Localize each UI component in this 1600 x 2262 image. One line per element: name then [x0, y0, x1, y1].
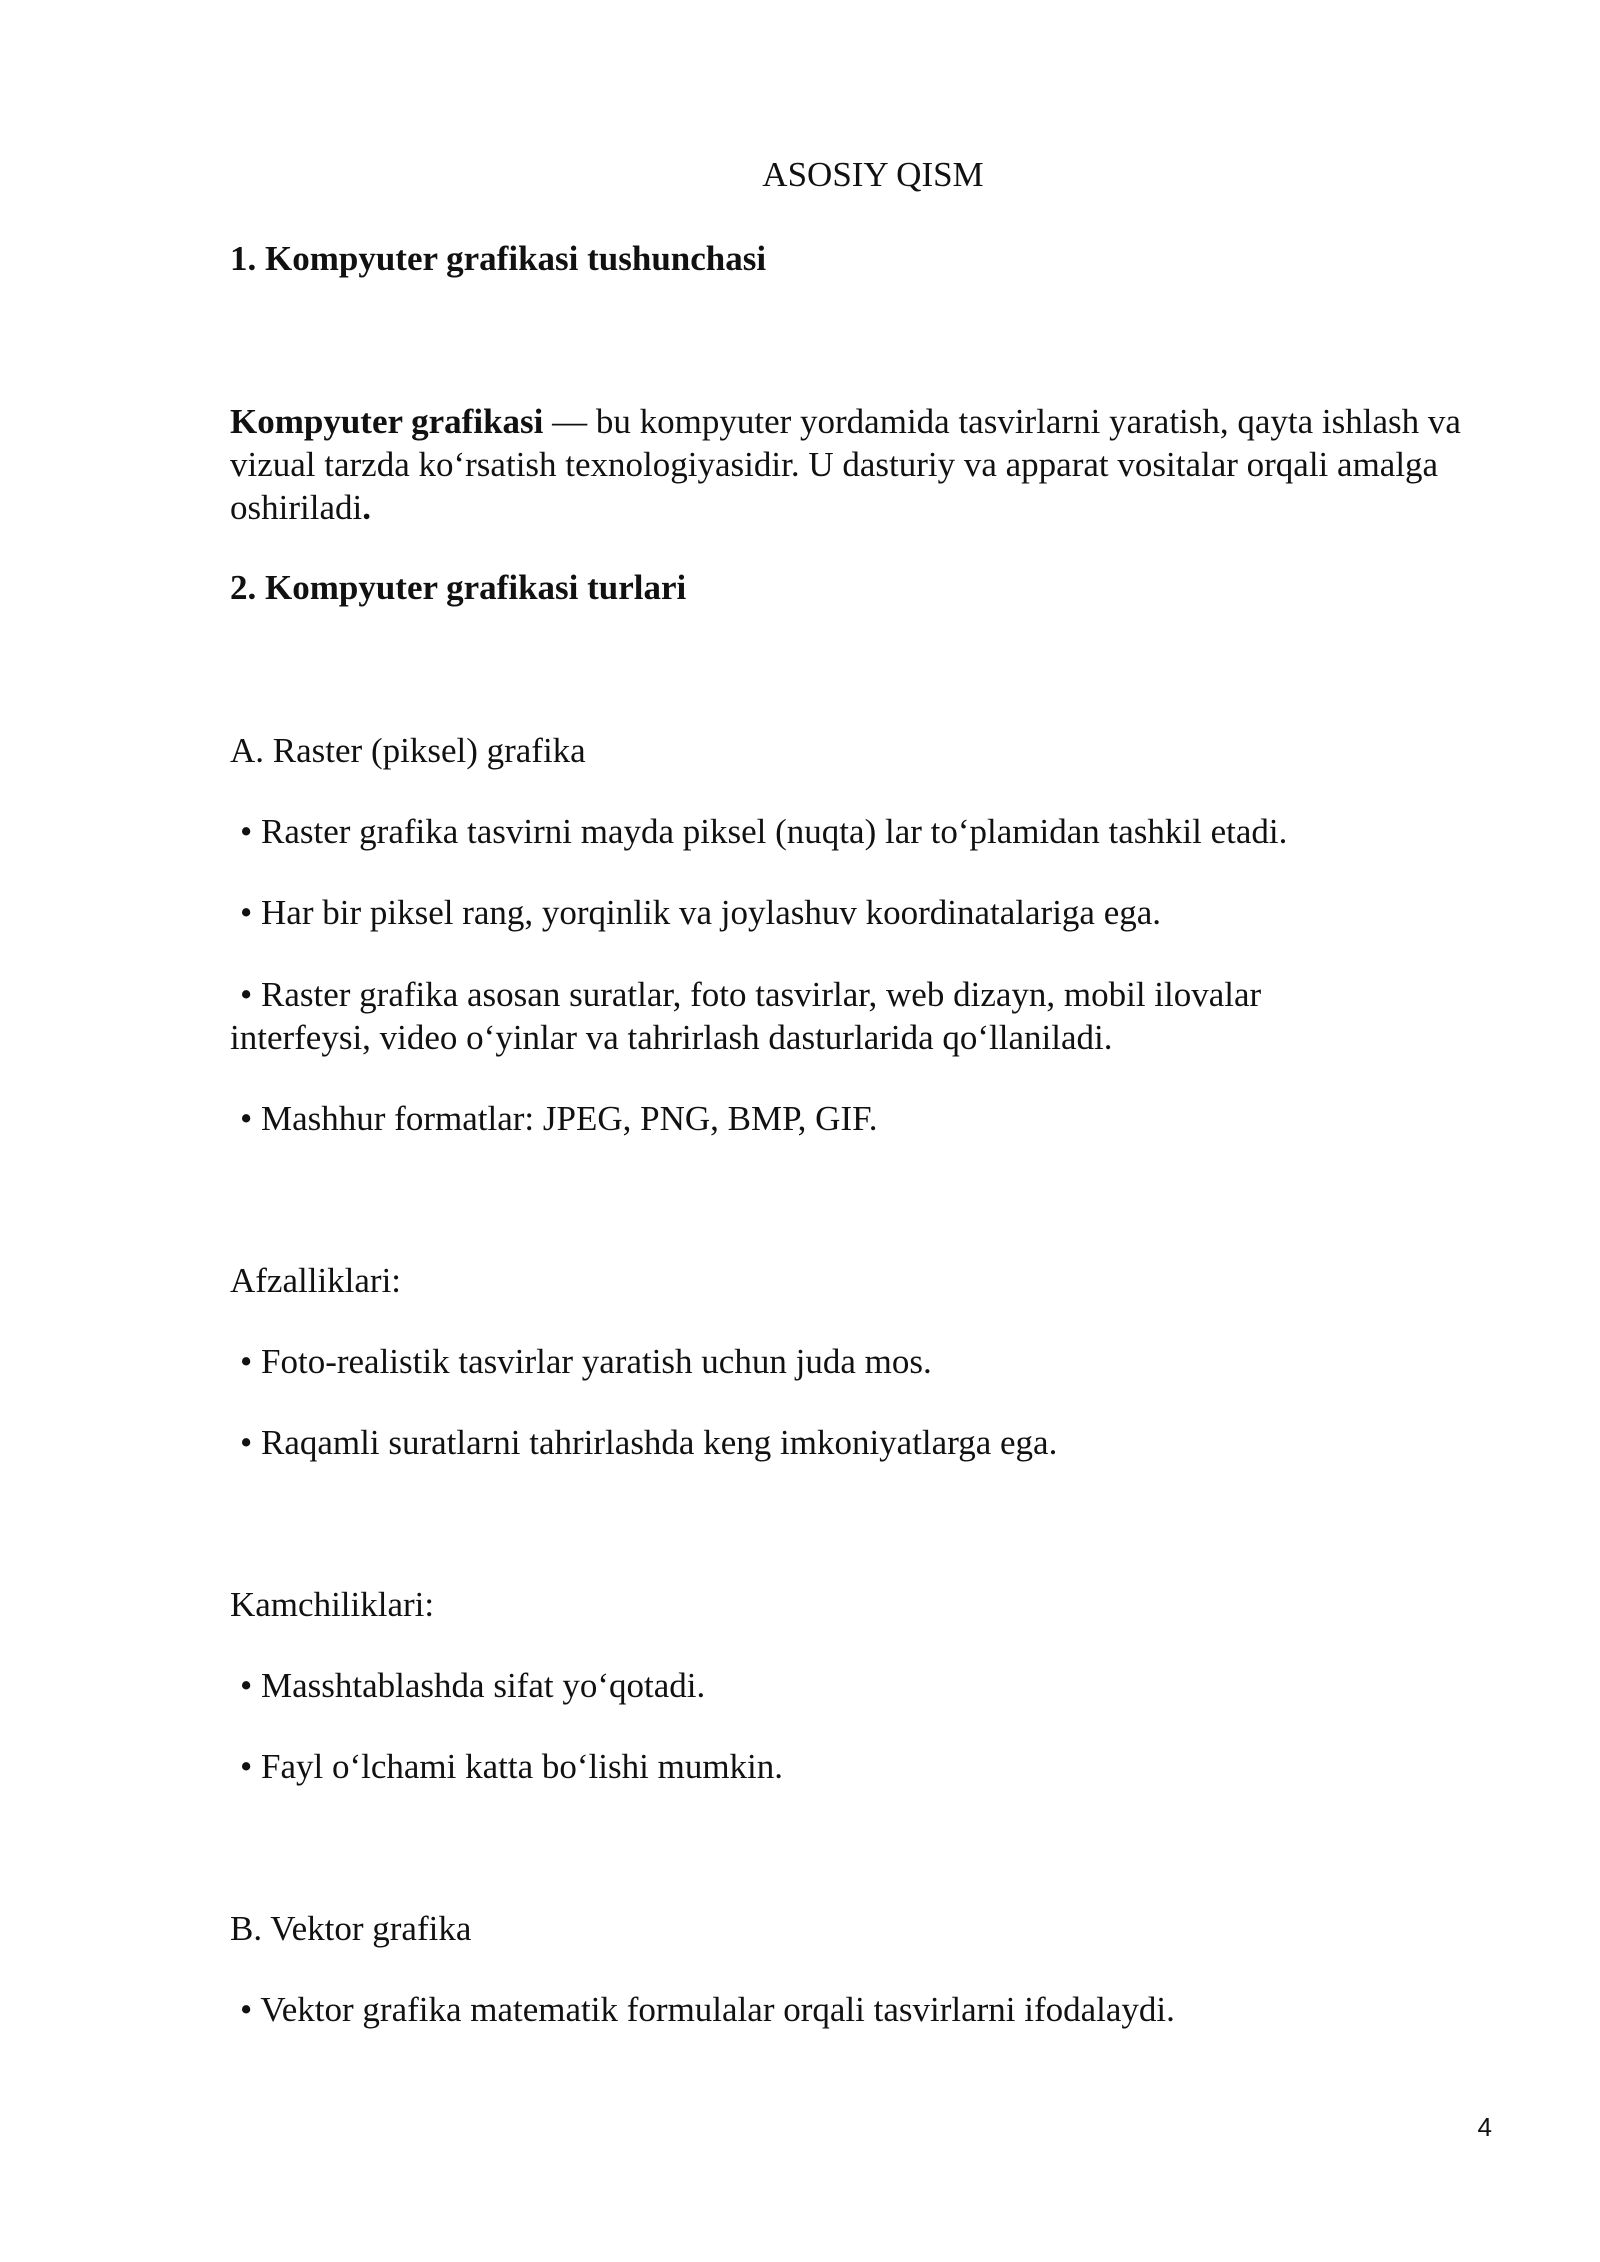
definition-text: — bu kompyuter yordamida tasvirlarni yaratish, qayta ishlash va vizual tarzda ko‘rsatish texnologiyasidir. U dasturiy va apparat vositalar orqali amalga oshiriladi [230, 402, 1461, 527]
subsection-heading-vector: B. Vektor grafika [230, 1909, 472, 1948]
list-item: • Vektor grafika matematik formulalar orqali tasvirlarni ifodalaydi. [240, 1990, 1175, 2029]
list-item: • Fayl o‘lchami katta bo‘lishi mumkin. [240, 1747, 784, 1786]
definition-paragraph [230, 400, 1485, 529]
list-item: • Raster grafika tasvirni mayda piksel (nuqta) lar to‘plamidan tashkil etadi. [240, 812, 1288, 851]
list-item: • Raster grafika asosan suratlar, foto tasvirlar, web dizayn, mobil ilovalar [240, 975, 1262, 1014]
disadvantages-label: Kamchiliklari: [230, 1585, 435, 1624]
definition-end-punct: . [362, 488, 371, 527]
section-heading-types: 2. Kompyuter grafikasi turlari [230, 568, 687, 607]
page-title: ASOSIY QISM [762, 155, 984, 194]
advantages-label: Afzalliklari: [230, 1261, 402, 1300]
list-item: • Mashhur formatlar: JPEG, PNG, BMP, GIF. [240, 1099, 878, 1138]
section-heading-concept: 1. Kompyuter grafikasi tushunchasi [230, 239, 767, 278]
definition-term: Kompyuter grafikasi [230, 402, 544, 441]
list-item-continuation: interfeysi, video o‘yinlar va tahrirlash dasturlarida qo‘llaniladi. [230, 1018, 1113, 1057]
list-item: • Masshtablashda sifat yo‘qotadi. [240, 1666, 706, 1705]
subsection-heading-raster: A. Raster (piksel) grafika [230, 731, 586, 770]
list-item: • Foto-realistik tasvirlar yaratish uchun juda mos. [240, 1342, 932, 1381]
page-number: 4 [1477, 2112, 1492, 2142]
list-item: • Har bir piksel rang, yorqinlik va joylashuv koordinatalariga ega. [240, 893, 1162, 932]
list-item: • Raqamli suratlarni tahrirlashda keng imkoniyatlarga ega. [240, 1423, 1058, 1462]
